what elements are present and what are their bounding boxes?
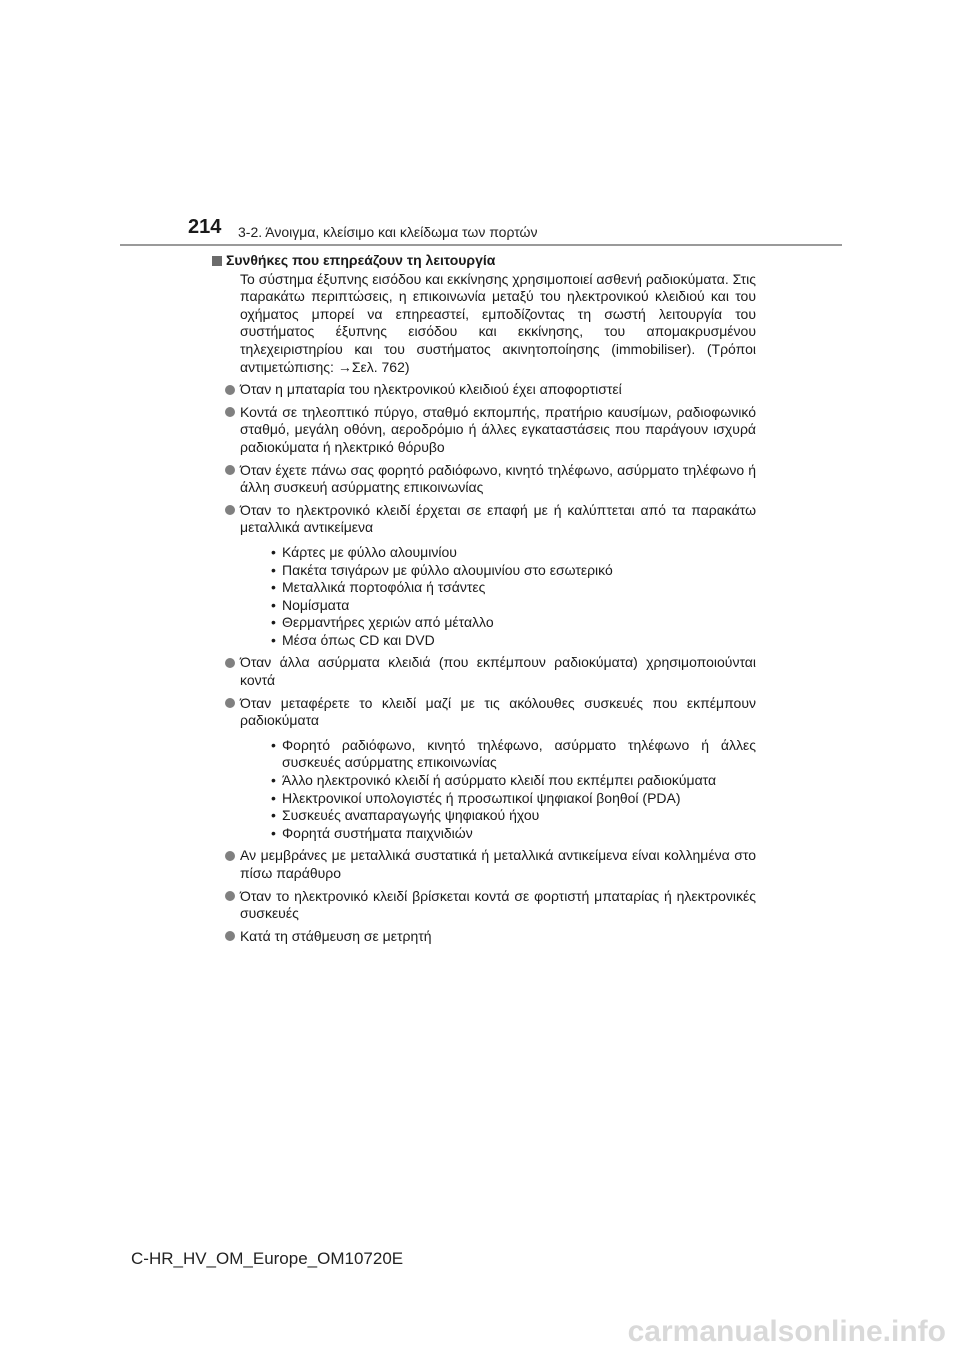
- round-bullet-icon: [225, 698, 235, 708]
- sub-list-item: [240, 790, 756, 808]
- main-content: [212, 252, 756, 945]
- sub-list-item: [240, 562, 756, 580]
- list-item: [212, 502, 756, 650]
- list-item-text: Όταν μεταφέρετε το κλειδί μαζί με τις ακόλουθες συσκευές που εκπέμπουν ραδιοκύματα: [240, 694, 756, 729]
- bullet-icon: •: [271, 614, 276, 631]
- round-bullet-icon: [225, 505, 235, 515]
- list-item: [212, 654, 756, 689]
- list-item-text: Όταν το ηλεκτρονικό κλειδί έρχεται σε επαφή με ή καλύπτεται από τα παρακάτω μεταλλικά αντικείμενα: [240, 501, 756, 536]
- sub-list-item-text: Πακέτα τσιγάρων με φύλλο αλουμινίου στο εσωτερικό: [282, 561, 613, 578]
- page-number: 214: [188, 216, 222, 238]
- bullet-icon: •: [271, 579, 276, 596]
- list-item: [212, 404, 756, 457]
- round-bullet-icon: [225, 891, 235, 901]
- round-bullet-icon: [225, 658, 235, 668]
- sub-list-item: [240, 579, 756, 597]
- bullet-icon: •: [271, 596, 276, 613]
- bullet-icon: •: [271, 824, 276, 841]
- sub-list-item-text: Φορητά συστήματα παιχνιδιών: [282, 824, 473, 841]
- list-item: [212, 928, 756, 946]
- section-heading: [212, 252, 756, 270]
- sub-list: [240, 544, 756, 650]
- sub-list-item-text: Άλλο ηλεκτρονικό κλειδί ή ασύρματο κλειδί που εκπέμπει ραδιοκύματα: [282, 772, 717, 789]
- round-bullet-icon: [225, 851, 235, 861]
- header-divider: [120, 244, 842, 246]
- document-code: C-HR_HV_OM_Europe_OM10720E: [131, 1249, 404, 1268]
- sub-list-item-text: Φορητό ραδιόφωνο, κινητό τηλέφωνο, ασύρματο τηλέφωνο ή άλλες συσκευές ασύρματης επικοινωνίας: [282, 736, 756, 771]
- sub-list-item-text: Θερμαντήρες χεριών από μέταλλο: [282, 614, 494, 631]
- round-bullet-icon: [225, 931, 235, 941]
- sub-list-item: [240, 632, 756, 650]
- bullet-icon: •: [271, 631, 276, 648]
- sub-list-item-text: Συσκευές αναπαραγωγής ψηφιακού ήχου: [282, 807, 540, 824]
- sub-list-item-text: Κάρτες με φύλλο αλουμινίου: [282, 543, 457, 560]
- intro-paragraph: Το σύστημα έξυπνης εισόδου και εκκίνησης χρησιμοποιεί ασθενή ραδιοκύματα. Στις παρακάτω περιπτώσεις, η επικοινωνία μεταξύ του ηλεκτρονικού κλειδιού και του οχήματος μπορεί να επηρεαστεί, εμποδίζοντας τη σωστή λειτουργία του συστήματος έξυπνης εισόδου και εκκίνησης, του απομακρυσμένου τηλεχειριστηρίου και του συστήματος ακινητοποίησης (immobiliser). (Τρόποι αντιμετώπισης: →Σελ. 762): [240, 270, 756, 375]
- bullet-icon: •: [271, 789, 276, 806]
- sub-list-item: [240, 614, 756, 632]
- bullet-icon: •: [271, 736, 276, 753]
- sub-list-item: [240, 807, 756, 825]
- list-item: [212, 888, 756, 923]
- round-bullet-icon: [225, 465, 235, 475]
- list-item-text: Αν μεμβράνες με μεταλλικά συστατικά ή μεταλλικά αντικείμενα είναι κολλημένα στο πίσω παράθυρο: [240, 847, 756, 881]
- sub-list-item-text: Νομίσματα: [282, 596, 350, 613]
- sub-list-item: [240, 544, 756, 562]
- list-item: [212, 381, 756, 399]
- sub-list-item-text: Μέσα όπως CD και DVD: [282, 631, 435, 648]
- sub-list-item: [240, 597, 756, 615]
- sub-list: [240, 737, 756, 843]
- sub-list-item-text: Ηλεκτρονικοί υπολογιστές ή προσωπικοί ψηφιακοί βοηθοί (PDA): [282, 789, 681, 806]
- list-item-text: Κατά τη στάθμευση σε μετρητή: [240, 927, 432, 944]
- round-bullet-icon: [225, 385, 235, 395]
- round-bullet-icon: [225, 407, 235, 417]
- bullet-icon: •: [271, 807, 276, 824]
- bullet-icon: •: [271, 561, 276, 578]
- sub-list-item-text: Μεταλλικά πορτοφόλια ή τσάντες: [282, 579, 486, 596]
- list-item-text: Κοντά σε τηλεοπτικό πύργο, σταθμό εκπομπής, πρατήριο καυσίμων, ραδιοφωνικό σταθμό, μεγάλη οθόνη, αεροδρόμιο ή άλλες εγκαταστάσεις που παράγουν ισχυρά ραδιοκύματα ή ηλεκτρικό θόρυβο: [240, 403, 756, 455]
- list-item-text: Όταν το ηλεκτρονικό κλειδί βρίσκεται κοντά σε φορτιστή μπαταρίας ή ηλεκτρονικές συσκευές: [240, 887, 756, 922]
- watermark: carmanualsonline.info: [627, 1315, 946, 1348]
- conditions-list: [212, 381, 756, 945]
- list-item-text: Όταν έχετε πάνω σας φορητό ραδιόφωνο, κινητό τηλέφωνο, ασύρματο τηλέφωνο ή άλλη συσκευή ασύρματης επικοινωνίας: [240, 461, 756, 496]
- bullet-icon: •: [271, 772, 276, 789]
- sub-list-item: [240, 825, 756, 843]
- list-item-text: Όταν άλλα ασύρματα κλειδιά (που εκπέμπουν ραδιοκύματα) χρησιμοποιούνται κοντά: [240, 654, 756, 689]
- list-item: [212, 462, 756, 497]
- bullet-icon: •: [271, 543, 276, 560]
- sub-list-item: [240, 737, 756, 772]
- list-item: [212, 695, 756, 843]
- list-item: [212, 847, 756, 882]
- square-bullet-icon: [212, 256, 222, 266]
- section-heading-text: Συνθήκες που επηρεάζουν τη λειτουργία: [226, 252, 496, 268]
- sub-list-item: [240, 772, 756, 790]
- section-title: 3-2. Άνοιγμα, κλείσιμο και κλείδωμα των πορτών: [238, 224, 538, 240]
- list-item-text: Όταν η μπαταρία του ηλεκτρονικού κλειδιού έχει αποφορτιστεί: [240, 381, 622, 398]
